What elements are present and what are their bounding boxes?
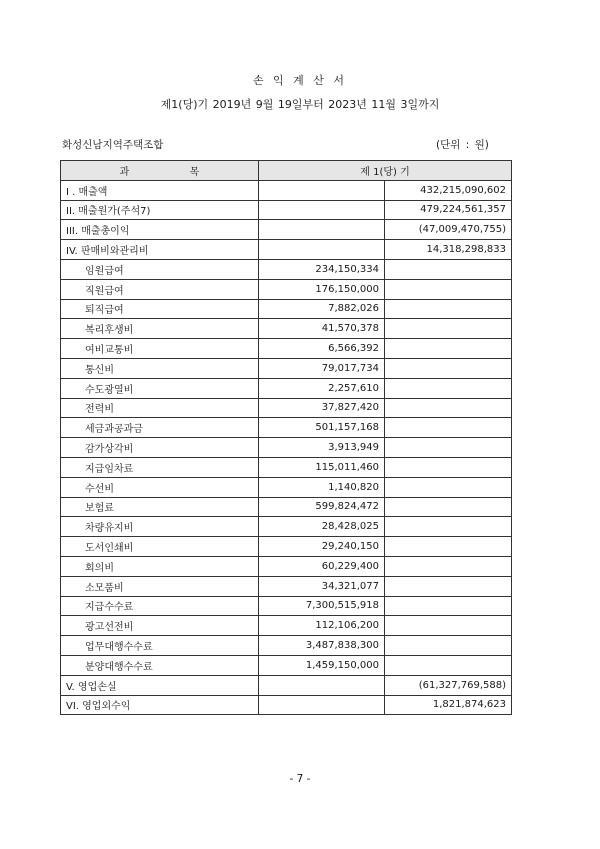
table-row [61,339,512,359]
total-amount [385,596,512,616]
table-row [61,576,512,596]
detail-amount: 3,487,838,300 [259,636,385,656]
table-row [61,457,512,477]
total-amount [385,418,512,438]
detail-amount: 112,106,200 [259,616,385,636]
table-row [61,378,512,398]
table-row [61,279,512,299]
account-name: 소모품비 [61,576,259,596]
detail-amount: 3,913,949 [259,438,385,458]
detail-amount: 599,824,472 [259,497,385,517]
account-name: 직원급여 [61,279,259,299]
table-row [61,477,512,497]
table-row [61,497,512,517]
table-row [61,616,512,636]
detail-amount: 234,150,334 [259,259,385,279]
total-amount: 14,318,298,833 [385,240,512,260]
account-name: 업무대행수수료 [61,636,259,656]
table-row [61,418,512,438]
detail-amount: 7,300,515,918 [259,596,385,616]
detail-amount: 29,240,150 [259,537,385,557]
account-name: IV. 판매비와관리비 [61,240,259,260]
table-row [61,240,512,260]
total-amount: 1,821,874,623 [385,695,512,715]
total-amount [385,636,512,656]
table-row [61,655,512,675]
total-amount [385,655,512,675]
account-name: II. 매출원가(주석7) [61,200,259,220]
total-amount [385,517,512,537]
account-name: 차량유지비 [61,517,259,537]
table-row [61,556,512,576]
account-name: 광고선전비 [61,616,259,636]
account-name: 도서인쇄비 [61,537,259,557]
table-row [61,220,512,240]
table-row [61,299,512,319]
detail-amount: 6,566,392 [259,339,385,359]
detail-amount [259,675,385,695]
account-name: V. 영업손실 [61,675,259,695]
total-amount [385,537,512,557]
total-amount: (61,327,769,588) [385,675,512,695]
column-header-account [61,161,259,181]
detail-amount: 501,157,168 [259,418,385,438]
detail-amount: 7,882,026 [259,299,385,319]
page-number: - 7 - [289,773,311,785]
detail-amount: 60,229,400 [259,556,385,576]
detail-amount: 41,570,378 [259,319,385,339]
account-name: 수도광열비 [61,378,259,398]
detail-amount: 176,150,000 [259,279,385,299]
account-name: 분양대행수수료 [61,655,259,675]
account-name: 퇴직급여 [61,299,259,319]
total-amount [385,438,512,458]
total-amount [385,339,512,359]
column-header-period: 제 1(당) 기 [259,161,512,181]
company-name: 화성신남지역주택조합 [62,139,164,151]
column-header-account-part1: 과 [119,166,130,178]
account-name: 복리후생비 [61,319,259,339]
total-amount [385,319,512,339]
table-row [61,180,512,200]
table-row [61,636,512,656]
detail-amount: 1,459,150,000 [259,655,385,675]
detail-amount [259,180,385,200]
detail-amount: 79,017,734 [259,358,385,378]
total-amount [385,477,512,497]
detail-amount: 115,011,460 [259,457,385,477]
statement-title: 손 익 계 산 서 [252,74,348,87]
detail-amount: 37,827,420 [259,398,385,418]
table-row [61,398,512,418]
table-header-row [61,161,512,181]
account-name: 지급임차료 [61,457,259,477]
total-amount [385,616,512,636]
total-amount [385,398,512,418]
total-amount [385,576,512,596]
total-amount [385,497,512,517]
total-amount: 432,215,090,602 [385,180,512,200]
account-name: I . 매출액 [61,180,259,200]
detail-amount: 28,428,025 [259,517,385,537]
table-row [61,695,512,715]
account-name: 지급수수료 [61,596,259,616]
total-amount [385,457,512,477]
detail-amount [259,220,385,240]
account-name: III. 매출총이익 [61,220,259,240]
account-name: 임원급여 [61,259,259,279]
table-row [61,319,512,339]
account-name: 세금과공과금 [61,418,259,438]
detail-amount [259,695,385,715]
table-row [61,200,512,220]
account-name: 회의비 [61,556,259,576]
detail-amount: 1,140,820 [259,477,385,497]
account-name: 여비교통비 [61,339,259,359]
fiscal-period: 제1(당)기 2019년 9월 19일부터 2023년 11월 3일까지 [160,98,440,111]
income-statement-table [60,160,512,715]
column-header-account-part2: 목 [189,166,200,178]
total-amount [385,259,512,279]
table-row [61,259,512,279]
detail-amount: 2,257,610 [259,378,385,398]
table-row [61,517,512,537]
account-name: 감가상각비 [61,438,259,458]
detail-amount [259,240,385,260]
table-row [61,438,512,458]
account-name: 수선비 [61,477,259,497]
table-row [61,675,512,695]
account-name: 전력비 [61,398,259,418]
table-row [61,537,512,557]
table-row [61,596,512,616]
total-amount [385,378,512,398]
total-amount: (47,009,470,755) [385,220,512,240]
detail-amount: 34,321,077 [259,576,385,596]
account-name: VI. 영업외수익 [61,695,259,715]
account-name: 통신비 [61,358,259,378]
table-row [61,358,512,378]
table-body [61,180,512,715]
detail-amount [259,200,385,220]
currency-unit: (단위 : 원) [436,139,489,151]
total-amount [385,556,512,576]
total-amount [385,279,512,299]
total-amount [385,299,512,319]
total-amount [385,358,512,378]
total-amount: 479,224,561,357 [385,200,512,220]
account-name: 보험료 [61,497,259,517]
